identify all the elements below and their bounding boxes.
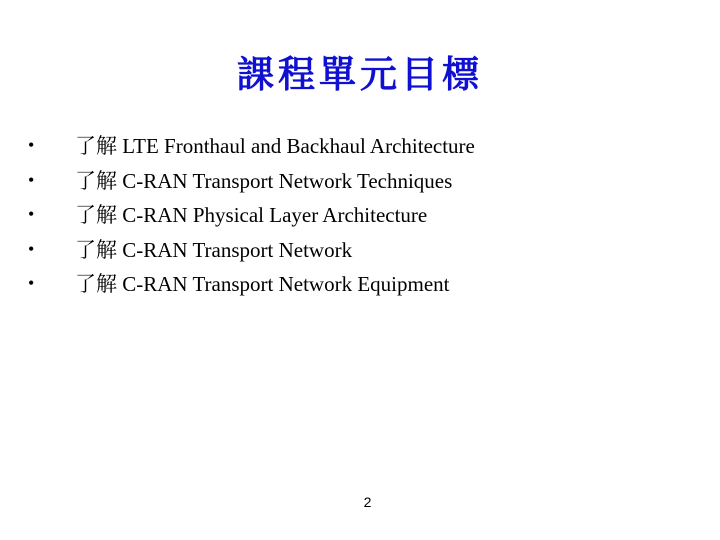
slide-title: 課程單元目標: [237, 52, 483, 96]
bullet-text: 了解 C-RAN Transport Network Equipment: [75, 272, 450, 297]
bullet-icon: •: [28, 169, 35, 190]
bullet-list: [28, 128, 475, 301]
bullet-item: [28, 232, 475, 267]
bullet-item: [28, 197, 475, 232]
bullet-icon: •: [28, 135, 35, 156]
bullet-text: 了解 C-RAN Transport Network: [75, 237, 353, 262]
bullet-icon: •: [28, 273, 35, 294]
bullet-icon: •: [28, 204, 35, 225]
page-number: 2: [363, 494, 372, 510]
bullet-item: [28, 266, 475, 301]
bullet-text: 了解 LTE Fronthaul and Backhaul Architecture: [75, 134, 475, 159]
bullet-icon: •: [28, 238, 35, 259]
bullet-text: 了解 C-RAN Physical Layer Architecture: [75, 203, 428, 228]
bullet-item: [28, 128, 475, 163]
bullet-text: 了解 C-RAN Transport Network Techniques: [75, 168, 453, 193]
bullet-item: [28, 163, 475, 198]
